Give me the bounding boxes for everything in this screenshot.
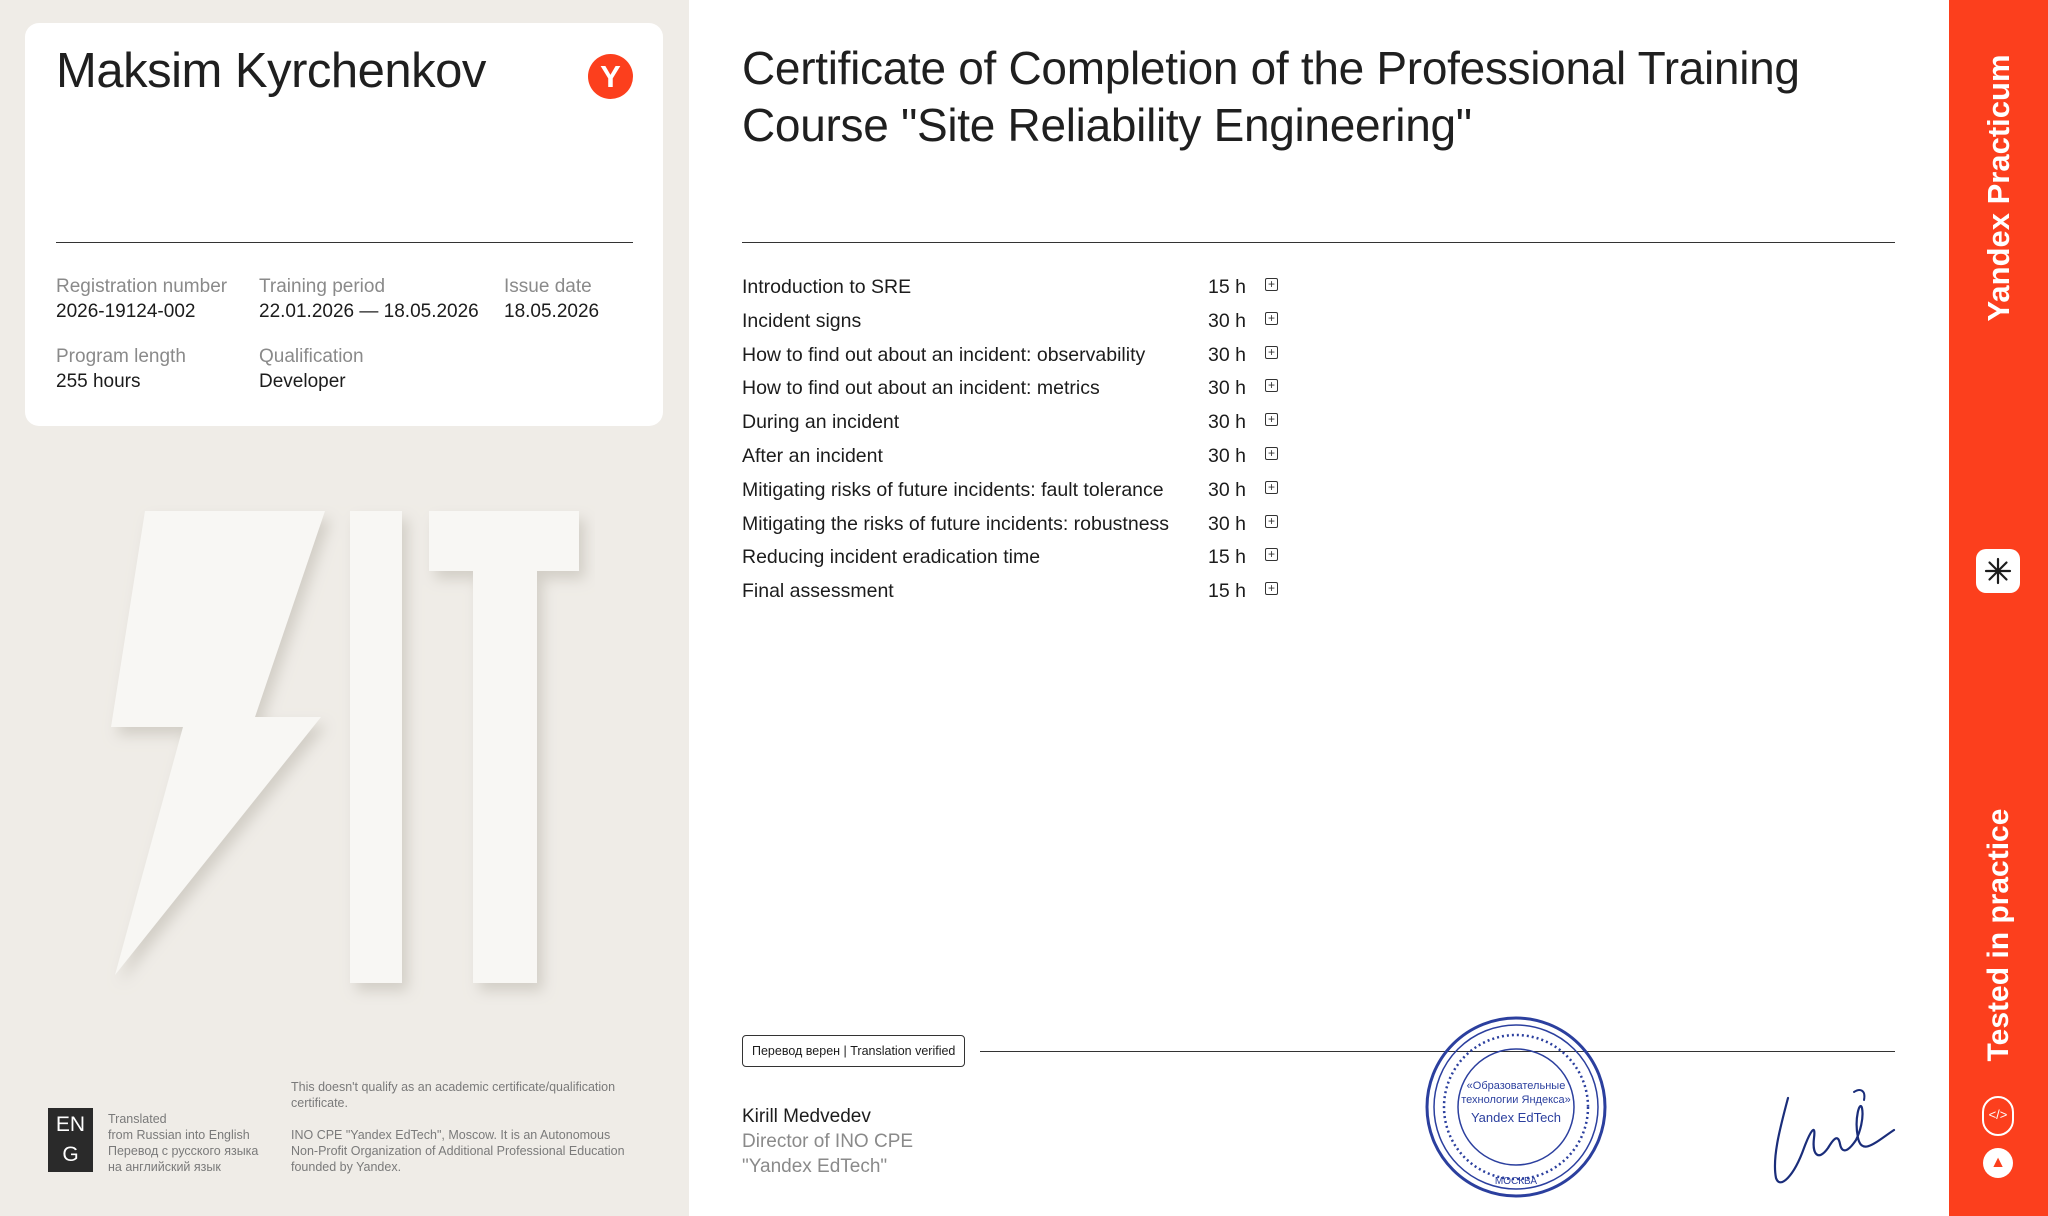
yandex-logo-icon: Y bbox=[588, 54, 633, 99]
stamp-city: МОСКВА bbox=[1494, 1176, 1538, 1187]
list-item bbox=[742, 407, 1302, 441]
qualification-value: Developer bbox=[259, 371, 346, 392]
registration-value: 2026-19124-002 bbox=[56, 301, 196, 322]
list-item bbox=[742, 373, 1302, 407]
signature-icon bbox=[1768, 1078, 1898, 1193]
sidebar-brand: Yandex Practicum bbox=[1981, 54, 2016, 322]
disclaimer-note bbox=[291, 1079, 615, 1111]
translation-line-1: Translated bbox=[108, 1112, 167, 1126]
organization-line-2: Non-Profit Organization of Additional Professional Education bbox=[291, 1144, 625, 1158]
divider bbox=[742, 242, 1895, 243]
module-hours: 30 h bbox=[1208, 309, 1246, 332]
expand-plus-icon[interactable]: + bbox=[1265, 312, 1278, 325]
star-logo-icon bbox=[1976, 549, 2020, 593]
module-name: After an incident bbox=[742, 444, 883, 467]
module-hours: 15 h bbox=[1208, 276, 1246, 298]
translation-line-2: from Russian into English bbox=[108, 1128, 250, 1142]
module-name: Introduction to SRE bbox=[742, 276, 912, 298]
stamp-text-2: технологии Яндекса» bbox=[1461, 1094, 1571, 1106]
expand-plus-icon[interactable]: + bbox=[1265, 548, 1278, 561]
module-name: Mitigating risks of future incidents: fault tolerance bbox=[742, 478, 1164, 501]
lightning-it-artwork-icon bbox=[95, 505, 595, 1005]
organization-note bbox=[291, 1127, 625, 1175]
language-badge-bottom: G bbox=[62, 1143, 79, 1166]
module-hours: 30 h bbox=[1208, 377, 1246, 400]
program-length-label: Program length bbox=[56, 346, 186, 367]
stamp-text-1: «Образовательные bbox=[1466, 1080, 1566, 1092]
expand-plus-icon[interactable]: + bbox=[1265, 481, 1278, 494]
expand-plus-icon[interactable]: + bbox=[1265, 413, 1278, 426]
qualification-label: Qualification bbox=[259, 346, 364, 367]
list-item bbox=[742, 340, 1302, 374]
disclaimer-line-1: This doesn't qualify as an academic certificate/qualification bbox=[291, 1080, 616, 1094]
module-name: Incident signs bbox=[742, 309, 862, 332]
module-name: How to find out about an incident: observability bbox=[742, 343, 1146, 366]
list-item bbox=[742, 441, 1302, 475]
language-badge bbox=[48, 1108, 93, 1172]
issue-date-field bbox=[504, 275, 599, 325]
certificate-title-line-1: Certificate of Completion of the Professional Training bbox=[742, 42, 1800, 94]
module-name: During an incident bbox=[742, 411, 900, 434]
program-length-field bbox=[56, 345, 186, 395]
expand-plus-icon[interactable]: + bbox=[1265, 515, 1278, 528]
list-item bbox=[742, 576, 1302, 610]
translation-verified-badge: Перевод верен | Translation verified bbox=[742, 1035, 965, 1067]
module-name: Mitigating the risks of future incidents: robustness bbox=[742, 512, 1170, 535]
disclaimer-line-2: certificate. bbox=[291, 1096, 348, 1110]
organization-line-3: founded by Yandex. bbox=[291, 1160, 402, 1174]
expand-plus-icon[interactable]: + bbox=[1265, 582, 1278, 595]
period-label: Training period bbox=[259, 276, 386, 297]
expand-plus-icon[interactable]: + bbox=[1265, 379, 1278, 392]
list-item bbox=[742, 509, 1302, 543]
module-name: How to find out about an incident: metrics bbox=[742, 377, 1100, 400]
certificate-title-line-2: Course "Site Reliability Engineering" bbox=[742, 99, 1472, 151]
registration-label: Registration number bbox=[56, 276, 228, 297]
module-hours: 30 h bbox=[1208, 411, 1246, 434]
period-field bbox=[259, 275, 479, 325]
signer-role-line-2: "Yandex EdTech" bbox=[742, 1156, 888, 1177]
signer-block bbox=[742, 1104, 913, 1179]
language-badge-top: EN bbox=[55, 1113, 86, 1136]
flame-icon: ▲ bbox=[1983, 1148, 2013, 1178]
qualification-field bbox=[259, 345, 364, 395]
expand-plus-icon[interactable]: + bbox=[1265, 278, 1278, 291]
sidebar-tagline: Tested in practice bbox=[1982, 808, 2015, 1062]
expand-plus-icon[interactable]: + bbox=[1265, 346, 1278, 359]
holder-card bbox=[25, 23, 663, 426]
program-length-value: 255 hours bbox=[56, 371, 141, 392]
stamp-text-3: Yandex EdTech bbox=[1470, 1110, 1562, 1125]
list-item bbox=[742, 306, 1302, 340]
issue-date-label: Issue date bbox=[504, 276, 592, 297]
module-hours: 30 h bbox=[1208, 478, 1246, 501]
code-icon: </> bbox=[1982, 1096, 2014, 1136]
organization-line-1: INO CPE "Yandex EdTech", Moscow. It is an Autonomous bbox=[291, 1128, 611, 1142]
module-name: Reducing incident eradication time bbox=[742, 546, 1041, 569]
translation-line-3: Перевод с русского языка bbox=[108, 1144, 259, 1158]
module-hours: 15 h bbox=[1208, 580, 1246, 603]
official-stamp-icon bbox=[1423, 1014, 1609, 1200]
left-panel bbox=[0, 0, 689, 1216]
list-item bbox=[742, 272, 1302, 306]
holder-name: Maksim Kyrchenkov bbox=[56, 44, 486, 98]
module-hours: 30 h bbox=[1208, 444, 1246, 467]
period-value: 22.01.2026 — 18.05.2026 bbox=[259, 301, 479, 322]
translation-line-4: на английский язык bbox=[108, 1160, 221, 1174]
brand-sidebar bbox=[1949, 0, 2048, 1216]
module-hours: 15 h bbox=[1208, 546, 1246, 569]
module-list bbox=[742, 272, 1302, 610]
divider bbox=[56, 242, 633, 243]
list-item bbox=[742, 542, 1302, 576]
translation-note bbox=[108, 1111, 258, 1175]
certificate-title bbox=[742, 40, 1882, 154]
registration-field bbox=[56, 275, 227, 325]
issue-date-value: 18.05.2026 bbox=[504, 301, 600, 322]
module-name: Final assessment bbox=[742, 580, 894, 603]
module-hours: 30 h bbox=[1208, 512, 1246, 535]
module-hours: 30 h bbox=[1208, 343, 1246, 366]
expand-plus-icon[interactable]: + bbox=[1265, 447, 1278, 460]
list-item bbox=[742, 475, 1302, 509]
signer-name: Kirill Medvedev bbox=[742, 1106, 871, 1127]
signer-role-line-1: Director of INO CPE bbox=[742, 1131, 914, 1152]
